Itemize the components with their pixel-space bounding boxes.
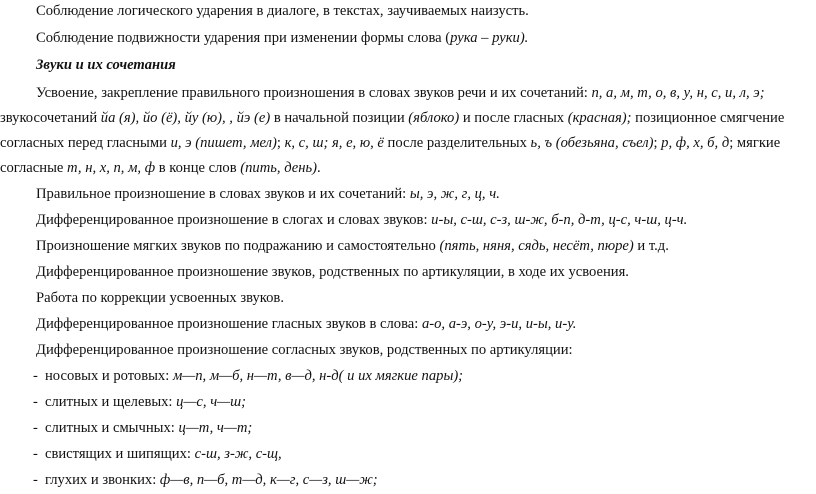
- paragraph-text: .: [316, 160, 321, 176]
- section-heading: [0, 56, 816, 74]
- list-item-text: носовых и ротовых:: [45, 368, 173, 384]
- paragraph-text: в конце слов: [155, 160, 241, 176]
- paragraph-text: ; мягкие: [729, 135, 781, 151]
- paragraph-text: Дифференцированное произношение звуков, родственных по артикуляции, в ходе их усвоения.: [36, 264, 629, 280]
- example-text: т, н, х, п, м, ф: [67, 160, 156, 176]
- paragraph-vowels: [0, 315, 816, 333]
- paragraph-text: и т.д.: [633, 238, 669, 254]
- paragraph-differentiated-syllables: [0, 211, 816, 229]
- example-text: ь, ъ (обезьяна, съел): [530, 135, 654, 151]
- paragraph-text: Соблюдение подвижности ударения при изменении формы слова (: [36, 30, 451, 46]
- paragraph-text: и после гласных: [459, 110, 568, 126]
- paragraph-text: согласные: [0, 160, 67, 176]
- example-text: ц—с, ч—ш;: [176, 394, 247, 410]
- paragraph-soft-sounds: [0, 237, 816, 255]
- paragraph-sounds-line-4: [0, 159, 816, 177]
- list-dash: -: [33, 420, 38, 436]
- list-dash: -: [33, 472, 38, 488]
- paragraph-stress-mobility: [0, 29, 816, 47]
- example-text: ц—т, ч—т;: [178, 420, 253, 436]
- example-text: йа (я), йо (ё), йу (ю), , йэ (е): [100, 110, 271, 126]
- list-item: [0, 445, 816, 463]
- list-dash: -: [33, 394, 38, 410]
- example-text: р, ф, х, б, д: [661, 135, 730, 151]
- example-text: (пить, день): [240, 160, 317, 176]
- example-text: ы, э, ж, г, ц, ч.: [409, 186, 500, 202]
- paragraph-text: Дифференцированное произношение гласных звуков в слова:: [36, 316, 422, 332]
- paragraph-sounds-line-2: [0, 109, 816, 127]
- example-text: ф—в, п—б, т—д, к—г, с—з, ш—ж;: [159, 472, 378, 488]
- paragraph-related-sounds: [0, 263, 816, 281]
- example-text: м—п, м—б, н—т, в—д, н-д( и их мягкие пары);: [172, 368, 464, 384]
- list-item: [0, 367, 816, 385]
- paragraph-text: Дифференцированное произношение в слогах и словах звуков:: [36, 212, 432, 228]
- paragraph-text: позиционное смягчение: [631, 110, 785, 126]
- paragraph-text: после разделительных: [383, 135, 531, 151]
- list-item-text: глухих и звонких:: [45, 472, 160, 488]
- example-text: п, а, м, т, о, в, у, н, с, и, л, э;: [591, 85, 765, 101]
- example-text: рука – руки).: [450, 30, 529, 46]
- paragraph-sounds-line-3: [0, 134, 816, 152]
- list-item: [0, 471, 816, 489]
- paragraph-logical-stress: [0, 2, 816, 20]
- paragraph-correction: [0, 289, 816, 307]
- paragraph-text: Правильное произношение в словах звуков и их сочетаний:: [36, 186, 410, 202]
- paragraph-text: ;: [653, 135, 662, 151]
- paragraph-correct-pronunciation: [0, 185, 816, 203]
- paragraph-text: Усвоение, закрепление правильного произношения в словах звуков речи и их сочетаний:: [36, 85, 592, 101]
- example-text: с-ш, з-ж, с-щ,: [194, 446, 282, 462]
- example-text: (пять, няня, сядь, несёт, пюре): [439, 238, 634, 254]
- paragraph-text: звукосочетаний: [0, 110, 101, 126]
- example-text: к, с, ш; я, е, ю, ё: [284, 135, 384, 151]
- example-text: и-ы, с-ш, с-з, ш-ж, б-п, д-т, ц-с, ч-ш, ц-ч.: [431, 212, 688, 228]
- paragraph-consonants: [0, 341, 816, 359]
- paragraph-text: Соблюдение логического ударения в диалоге, в текстах, заучиваемых наизусть.: [36, 3, 529, 19]
- heading-text: Звуки и их сочетания: [36, 57, 176, 73]
- paragraph-text: ;: [276, 135, 285, 151]
- paragraph-text: согласных перед гласными: [0, 135, 171, 151]
- list-item: [0, 419, 816, 437]
- example-text: а-о, а-э, о-у, э-и, и-ы, и-у.: [421, 316, 577, 332]
- paragraph-text: Работа по коррекции усвоенных звуков.: [36, 290, 284, 306]
- list-dash: -: [33, 368, 38, 384]
- paragraph-text: Произношение мягких звуков по подражанию и самостоятельно: [36, 238, 440, 254]
- list-item: [0, 393, 816, 411]
- list-item-text: слитных и смычных:: [45, 420, 179, 436]
- example-text: (яблоко): [408, 110, 460, 126]
- list-item-text: свистящих и шипящих:: [45, 446, 195, 462]
- list-dash: -: [33, 446, 38, 462]
- example-text: и, э (пишет, мел): [170, 135, 277, 151]
- paragraph-text: в начальной позиции: [270, 110, 409, 126]
- list-item-text: слитных и щелевых:: [45, 394, 177, 410]
- example-text: (красная);: [567, 110, 632, 126]
- paragraph-sounds-line-1: [0, 84, 816, 102]
- paragraph-text: Дифференцированное произношение согласных звуков, родственных по артикуляции:: [36, 342, 573, 358]
